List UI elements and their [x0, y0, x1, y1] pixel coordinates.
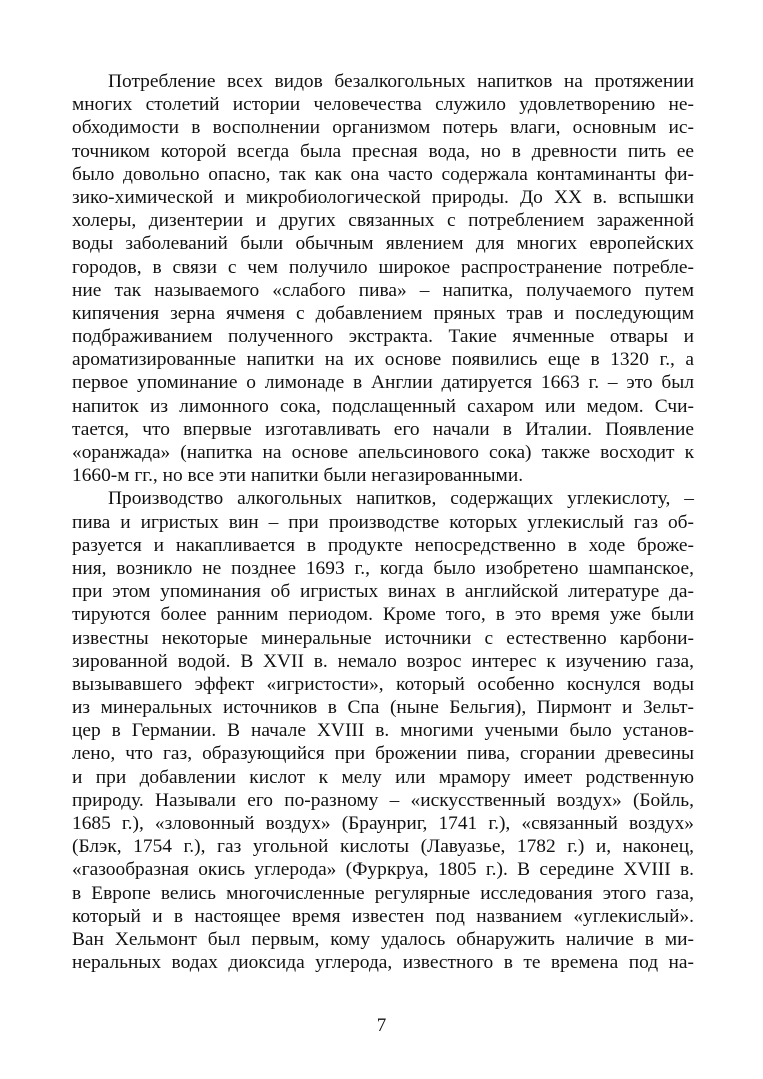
text-line: зико-химической и микробиологической природы. До XX в. вспышки — [72, 186, 694, 208]
text-line: холеры, дизентерии и других связанных с потреблением зараженной — [72, 210, 694, 232]
text-line: пива и игристых вин – при производстве которых углекислый газ об- — [72, 511, 694, 533]
text-line: первое упоминание о лимонаде в Англии датируется 1663 г. – это был — [72, 372, 694, 394]
text-line: неральных водах диоксида углерода, известного в те времена под на- — [72, 952, 694, 974]
text-line: природу. Называли его по-разному – «искусственный воздух» (Бойль, — [72, 789, 694, 811]
text-line: обходимости в восполнении организмом потерь влаги, основным ис- — [72, 117, 694, 139]
text-line: многих столетий истории человечества служило удовлетворению не- — [72, 94, 694, 116]
page-number: 7 — [376, 1015, 387, 1036]
text-line: известны некоторые минеральные источники с естественно карбони- — [72, 627, 694, 649]
text-line: городов, в связи с чем получило широкое распространение потребле- — [72, 256, 694, 278]
text-line: 1660-м гг., но все эти напитки были негазированными. — [72, 465, 524, 487]
text-line: ния, возникло не позднее 1693 г., когда было изобретено шампанское, — [72, 557, 694, 579]
text-line: тается, что впервые изготавливать его начали в Италии. Появление — [72, 418, 694, 440]
text-line: ние так называемого «слабого пива» – напитка, получаемого путем — [72, 279, 694, 301]
text-line: в Европе велись многочисленные регулярные исследования этого газа, — [72, 882, 694, 904]
text-line: разуется и накапливается в продукте непосредственно в ходе броже- — [72, 534, 694, 556]
text-line: было довольно опасно, так как она часто содержала контаминанты фи- — [72, 163, 694, 185]
text-line: вызывавшего эффект «игристости», который особенно коснулся воды — [72, 673, 694, 695]
text-line: который и в настоящее время известен под названием «углекислый». — [72, 905, 694, 927]
text-line: Потребление всех видов безалкогольных напитков на протяжении — [108, 71, 694, 92]
text-line: точником которой всегда была пресная вода, но в древности пить ее — [72, 140, 694, 162]
text-line: и при добавлении кислот к мелу или мрамору имеет родственную — [72, 766, 694, 788]
text-line: напиток из лимонного сока, подслащенный сахаром или медом. Счи- — [72, 395, 694, 417]
text-line: цер в Германии. В начале XVIII в. многими учеными было установ- — [72, 720, 694, 742]
text-line: «газообразная окись углерода» (Фуркруа, 1805 г.). В середине XVIII в. — [72, 859, 694, 881]
text-line: воды заболеваний были обычным явлением для многих европейских — [72, 233, 694, 255]
text-line: кипячения зерна ячменя с добавлением пряных трав и последующим — [72, 302, 694, 324]
text-line: Ван Хельмонт был первым, кому удалось обнаружить наличие в ми- — [72, 928, 694, 950]
text-line: тируются более ранним периодом. Кроме того, в это время уже были — [72, 604, 694, 626]
text-line: 1685 г.), «зловонный воздух» (Браунриг, 1741 г.), «связанный воздух» — [72, 813, 694, 834]
paragraph-2 — [72, 487, 694, 974]
text-line: из минеральных источников в Спа (ныне Бельгия), Пирмонт и Зельт- — [72, 697, 694, 719]
text-line: при этом упоминания об игристых винах в английской литературе да- — [72, 581, 694, 603]
text-line: лено, что газ, образующийся при брожении пива, сгорании древесины — [72, 743, 694, 765]
text-line: Производство алкогольных напитков, содержащих углекислоту, – — [108, 488, 694, 510]
text-line: (Блэк, 1754 г.), газ угольной кислоты (Лавуазье, 1782 г.) и, наконец, — [72, 836, 694, 858]
text-line: ароматизированные напитки на их основе появились еще в 1320 г., а — [72, 349, 694, 371]
text-line: «оранжада» (напитка на основе апельсинового сока) также восходит к — [72, 442, 694, 463]
body-text — [72, 70, 694, 974]
text-line: зированной водой. В XVII в. немало возрос интерес к изучению газа, — [72, 650, 694, 672]
text-line: подбраживанием полученного экстракта. Такие ячменные отвары и — [72, 326, 694, 348]
paragraph-1 — [72, 70, 694, 487]
